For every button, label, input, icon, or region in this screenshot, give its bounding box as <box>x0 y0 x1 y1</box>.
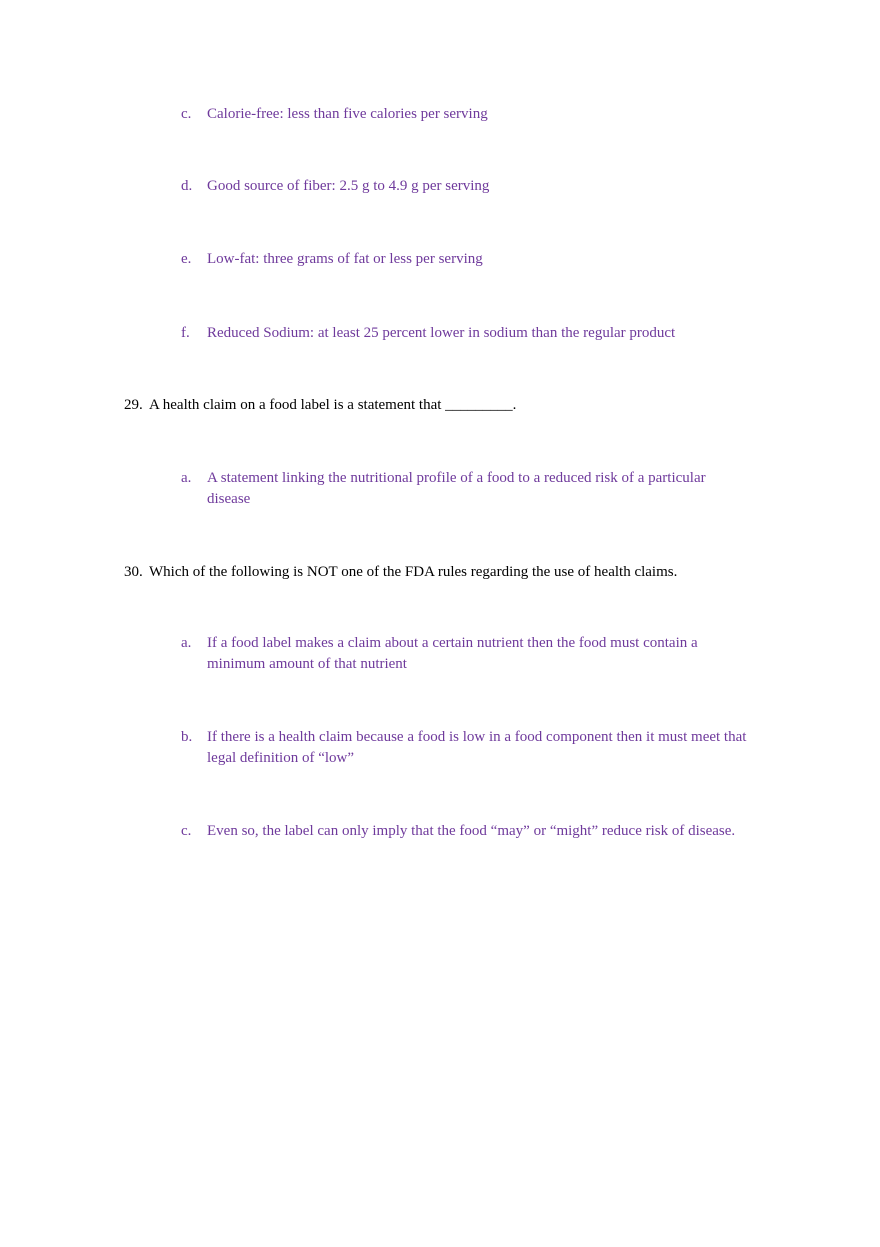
answer-text: If there is a health claim because a food is low in a food component then it must meet that legal definition of “low” <box>207 729 747 766</box>
answer-text: Reduced Sodium: at least 25 percent lower in sodium than the regular product <box>207 325 676 341</box>
question-number: 30. <box>124 564 143 580</box>
answer-letter: c. <box>181 823 192 839</box>
answer-letter: d. <box>181 178 193 194</box>
answer-letter: a. <box>181 635 192 651</box>
answer-letter: b. <box>181 729 193 745</box>
answer-text: Even so, the label can only imply that the food “may” or “might” reduce risk of disease. <box>207 823 736 839</box>
answer-text: A statement linking the nutritional profile of a food to a reduced risk of a particular disease <box>207 470 706 507</box>
answer-item-f <box>181 323 781 344</box>
answer-text: Good source of fiber: 2.5 g to 4.9 g per serving <box>207 178 490 194</box>
answer-text: Low-fat: three grams of fat or less per serving <box>207 251 483 267</box>
answer-letter: e. <box>181 251 192 267</box>
answer-text: Calorie-free: less than five calories per serving <box>207 106 488 122</box>
question-text: Which of the following is NOT one of the FDA rules regarding the use of health claims. <box>149 564 678 580</box>
answer-letter: a. <box>181 470 192 486</box>
answer-item-c <box>181 104 781 125</box>
q30-answer-b <box>181 727 761 769</box>
question-29 <box>124 395 784 416</box>
answer-letter: c. <box>181 106 192 122</box>
answer-item-e <box>181 249 781 270</box>
answer-text: If a food label makes a claim about a certain nutrient then the food must contain a minimum amount of that nutrient <box>207 635 698 672</box>
answer-letter: f. <box>181 325 190 341</box>
answer-item-d <box>181 176 781 197</box>
q30-answer-a <box>181 633 741 675</box>
question-30 <box>124 562 784 583</box>
question-number: 29. <box>124 397 143 413</box>
q30-answer-c <box>181 821 821 842</box>
question-text: A health claim on a food label is a statement that _________. <box>149 397 517 413</box>
q29-answer-a <box>181 468 741 510</box>
